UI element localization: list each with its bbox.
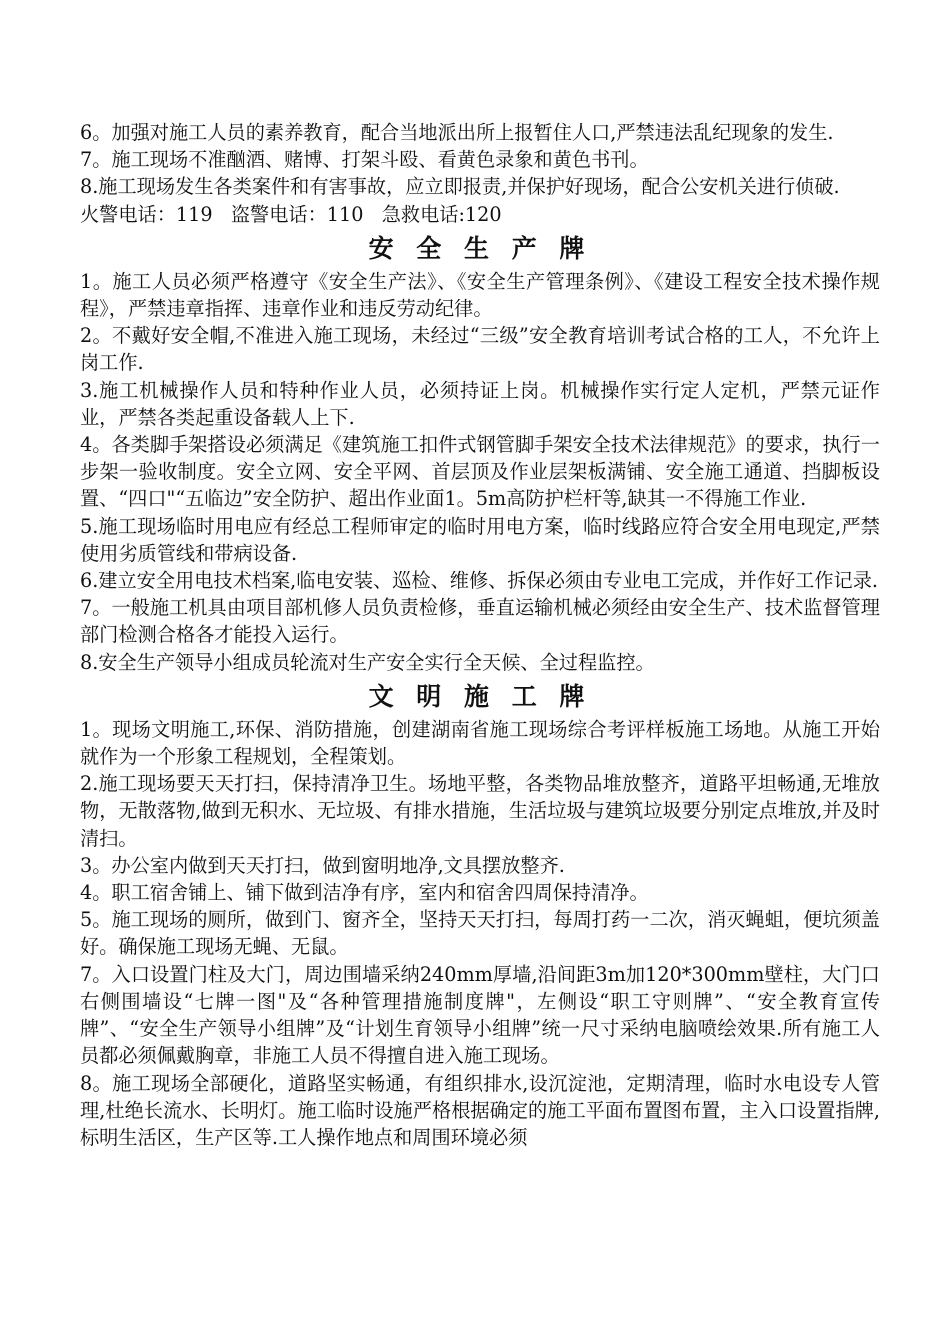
- safety-item-1: 1。施工人员必须严格遵守《安全生产法》、《安全生产管理条例》、《建设工程安全技术操作规程》，严禁违章指挥、违章作业和违反劳动纪律。: [80, 269, 880, 321]
- safety-item-2: 2。不戴好安全帽,不准进入施工现场，未经过“三级”安全教育培训考试合格的工人，不允许上岗工作.: [80, 324, 880, 375]
- civil-heading: 文 明 施 工 牌: [368, 681, 592, 711]
- safety-section: [80, 230, 880, 676]
- safety-heading: 安 全 生 产 牌: [368, 233, 592, 263]
- civil-section: [80, 678, 880, 1151]
- civil-item-3: 3。办公室内做到天天打扫，做到窗明地净,文具摆放整齐.: [80, 853, 565, 877]
- civil-item-4: 4。职工宿舍铺上、铺下做到洁净有序，室内和宿舍四周保持清净。: [80, 881, 649, 905]
- safety-item-7: 7。一般施工机具由项目部机修人员负责检修，垂直运输机械必须经由安全生产、技术监督管理部门检测合格各才能投入运行。: [80, 596, 880, 647]
- intro-item-8: 8.施工现场发生各类案件和有害事故，应立即报责,并保护好现场，配合公安机关进行侦破.: [80, 175, 840, 199]
- civil-item-1: 1。现场文明施工,环保、消防措施，创建湖南省施工现场综合考评样板施工场地。从施工开始就作为一个形象工程规划，全程策划。: [80, 717, 880, 769]
- civil-item-8: 8。施工现场全部硬化，道路坚实畅通，有组织排水,设沉淀池，定期清理，临时水电设专人管理,杜绝长流水、长明灯。施工临时设施严格根据确定的施工平面布置图布置，主入口设置指牌,标明生活区，生产区等.工人操作地点和周围环境必须: [80, 1071, 880, 1149]
- emergency-phone-numbers: 火警电话：119 盗警电话：110 急救电话:120: [80, 202, 502, 226]
- intro-item-6: 6。加强对施工人员的素养教育，配合当地派出所上报暂住人口,严禁违法乱纪现象的发生.: [80, 121, 834, 144]
- safety-item-4: 4。各类脚手架搭设必须满足《建筑施工扣件式钢管脚手架安全技术法律规范》的要求，执行一步架一验收制度。安全立网、安全平网、首层顶及作业层架板满铺、安全施工通道、挡脚板设置、“四口"“五临边”安全防护、超出作业面1。5m高防护栏杆等,缺其一不得施工作业.: [80, 433, 880, 511]
- civil-item-2: 2.施工现场要天天打扫，保持清净卫生。场地平整，各类物品堆放整齐，道路平坦畅通,无堆放物，无散落物,做到无积水、无垃圾、有排水措施，生活垃圾与建筑垃圾要分别定点堆放,并及时清扫。: [80, 772, 880, 850]
- civil-item-7: 7。入口设置门柱及大门，周边围墙采纳240mm厚墙,沿间距3m加120*300mm壁柱，大门口右侧围墙设“七牌一图"及“各种管理措施制度牌"，左侧设“职工守则牌”、“安全教育宣传牌”、“安全生产领导小组牌”及“计划生育领导小组牌”统一尺寸采纳电脑喷绘效果.所有施工人员都必须佩戴胸章，非施工人员不得擅自进入施工现场。: [80, 962, 880, 1068]
- document-page: [80, 119, 880, 1151]
- safety-item-3: 3.施工机械操作人员和特种作业人员，必须持证上岗。机械操作实行定人定机，严禁元证作业，严禁各类起重设备载人上下.: [80, 378, 880, 429]
- safety-item-6: 6.建立安全用电技术档案,临电安装、巡检、维修、拆保必须由专业电工完成，并作好工作记录.: [80, 569, 879, 593]
- safety-item-5: 5.施工现场临时用电应有经总工程师审定的临时用电方案，临时线路应符合安全用电现定,严禁使用劣质管线和带病设备.: [80, 514, 880, 565]
- civil-item-5: 5。施工现场的厕所，做到门、窗齐全，坚持天天打扫，每周打药一二次，消灭蝇蛆，便坑须盖好。确保施工现场无蝇、无鼠。: [80, 908, 880, 959]
- intro-section: [80, 119, 880, 228]
- safety-item-8: 8.安全生产领导小组成员轮流对生产安全实行全天候、全过程监控。: [80, 650, 655, 674]
- intro-item-7: 7。施工现场不准酗酒、赌博、打架斗殴、看黄色录象和黄色书刊。: [80, 148, 649, 172]
